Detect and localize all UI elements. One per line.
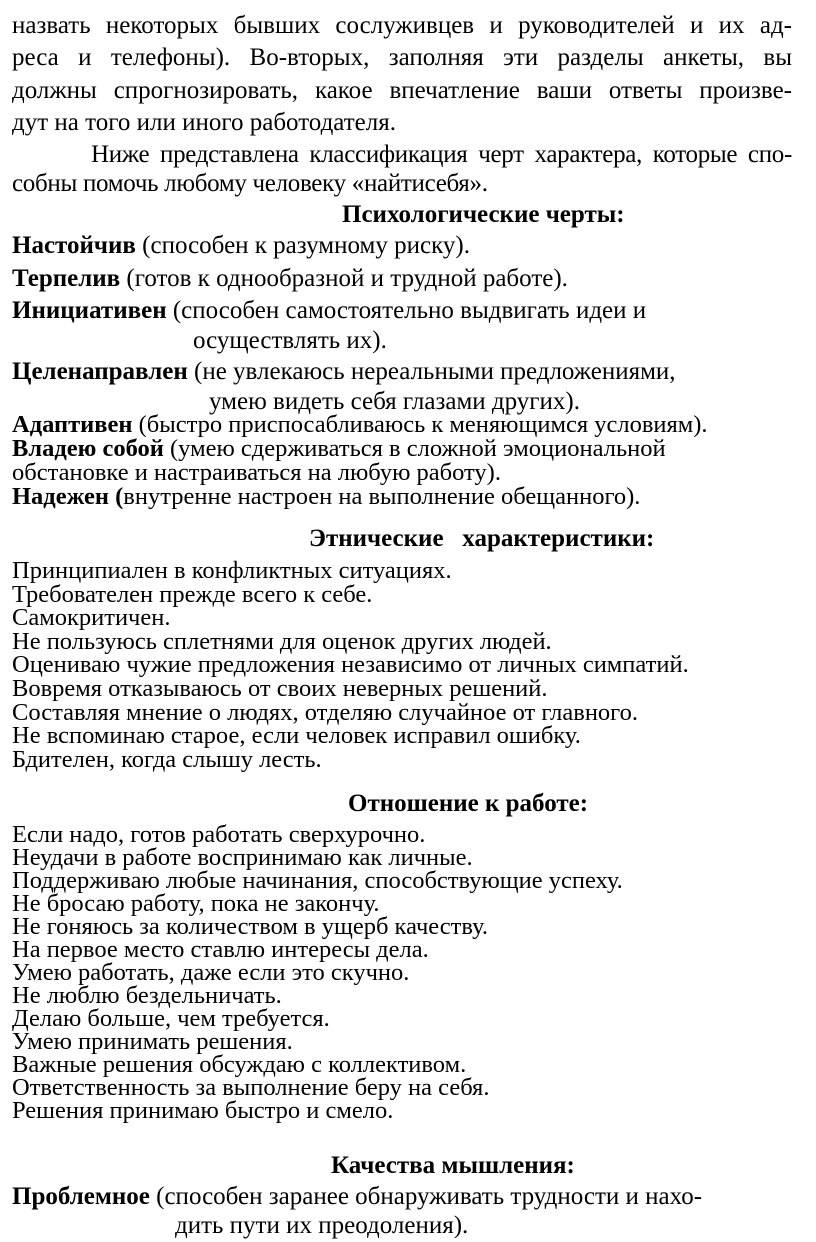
ethic-item-6: Вовремя отказываюсь от своих неверных решений. xyxy=(12,675,548,702)
work-item-5: Не гоняюсь за количеством в ущерб качеству. xyxy=(12,913,489,940)
thinking-item-1: Проблемное (способен заранее обнаруживать трудности и нахо- xyxy=(12,1183,703,1210)
psych-item-2: Терпелив (готов к однообразной и трудной работе). xyxy=(12,265,568,292)
ethic-item-5: Оцениваю чужие предложения независимо от личных симпатий. xyxy=(12,651,689,678)
para2-line-1: Ниже представлена классификация черт характера, которые спо- xyxy=(91,141,792,168)
ethic-item-4: Не пользуюсь сплетнями для оценок других людей. xyxy=(12,628,552,655)
work-item-9: Делаю больше, чем требуется. xyxy=(12,1005,330,1032)
work-item-2: Неудачи в работе воспринимаю как личные. xyxy=(12,844,473,871)
intro-line-1: назвать некоторых бывших сослуживцев и руководителей и их ад- xyxy=(12,12,792,39)
work-item-1: Если надо, готов работать сверхурочно. xyxy=(12,821,426,848)
psych-item-5: Адаптивен (быстро приспосабливаюсь к меняющимся условиям). xyxy=(12,411,708,438)
para2-line-2: собны помочь любому человеку «найтисебя». xyxy=(12,170,488,197)
ethic-item-3: Самокритичен. xyxy=(12,604,171,631)
psych-item-7: Надежен (внутренне настроен на выполнение обещанного). xyxy=(12,483,641,510)
psych-item-3-cont: осуществлять их). xyxy=(193,327,387,354)
psych-item-3: Инициативен (способен самостоятельно выдвигать идеи и xyxy=(12,297,647,324)
psych-item-4: Целенаправлен (не увлекаюсь нереальными предложениями, xyxy=(12,358,676,385)
psych-item-1: Настойчив (способен к разумному риску). xyxy=(12,232,470,259)
ethic-item-2: Требователен прежде всего к себе. xyxy=(12,581,373,608)
psych-heading: Психологические черты: xyxy=(342,201,625,228)
thinking-heading: Качества мышления: xyxy=(331,1152,575,1179)
work-item-3: Поддерживаю любые начинания, способствующие успеху. xyxy=(12,867,623,894)
ethic-item-1: Принципиален в конфликтных ситуациях. xyxy=(12,557,452,584)
ethic-item-8: Не вспоминаю старое, если человек исправил ошибку. xyxy=(12,722,581,749)
psych-item-4-cont: умею видеть себя глазами других). xyxy=(209,388,581,415)
intro-line-2: реса и телефоны). Во-вторых, заполняя эти разделы анкеты, вы xyxy=(12,44,792,71)
intro-line-3: должны спрогнозировать, какое впечатление ваши ответы произве- xyxy=(12,77,792,104)
psych-item-6-cont: обстановке и настраиваться на любую работу). xyxy=(12,459,501,486)
work-item-12: Ответственность за выполнение беру на себя. xyxy=(12,1074,490,1101)
work-heading: Отношение к работе: xyxy=(348,790,589,817)
psych-item-6: Владею собой (умею сдерживаться в сложной эмоциональной xyxy=(12,435,666,462)
ethic-item-9: Бдителен, когда слышу лесть. xyxy=(12,746,322,773)
ethic-item-7: Составляя мнение о людях, отделяю случайное от главного. xyxy=(12,699,638,726)
work-item-7: Умею работать, даже если это скучно. xyxy=(12,959,410,986)
work-item-8: Не люблю бездельничать. xyxy=(12,982,282,1009)
thinking-item-1-cont: дить пути их преодоления). xyxy=(175,1212,469,1239)
work-item-11: Важные решения обсуждаю с коллективом. xyxy=(12,1051,467,1078)
work-item-4: Не бросаю работу, пока не закончу. xyxy=(12,890,380,917)
ethic-heading: Этнические характеристики: xyxy=(309,525,655,552)
work-item-10: Умею принимать решения. xyxy=(12,1028,293,1055)
work-item-6: На первое место ставлю интересы дела. xyxy=(12,936,429,963)
work-item-13: Решения принимаю быстро и смело. xyxy=(12,1097,394,1124)
intro-line-4: дут на того или иного работодателя. xyxy=(12,109,396,136)
